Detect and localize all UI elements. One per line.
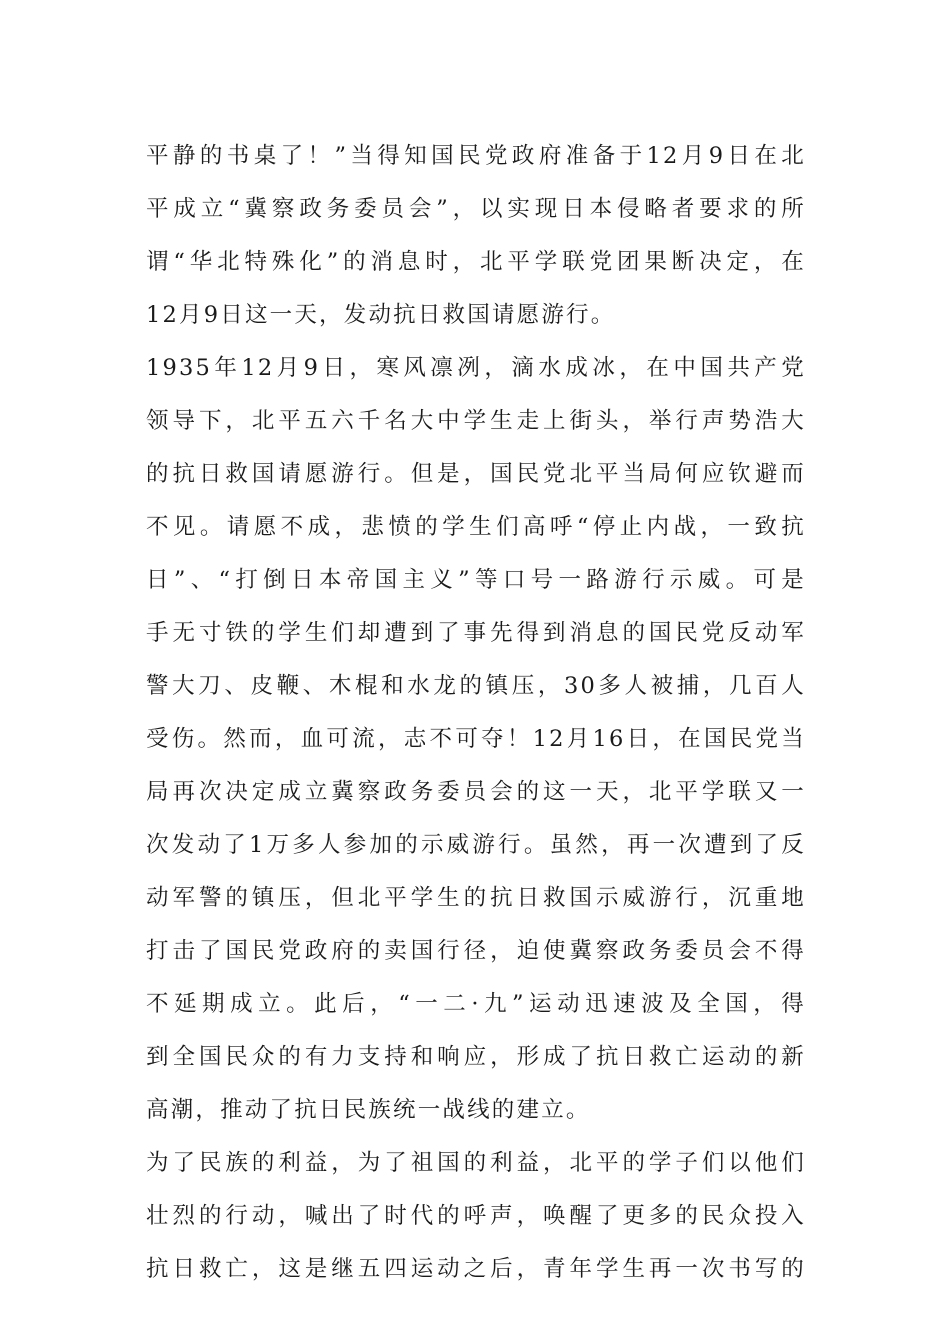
text-line: 高潮，推动了抗日民族统一战线的建立。 bbox=[146, 1097, 591, 1123]
text-line: 12月9日这一天，发动抗日救国请愿游行。 bbox=[146, 302, 616, 328]
text-line: 谓“华北特殊化”的消息时，北平学联党团果断决定，在 bbox=[146, 249, 806, 275]
text-line: 领导下，北平五六千名大中学生走上街头，举行声势浩大 bbox=[146, 408, 806, 434]
text-line: 平成立“冀察政务委员会”，以实现日本侵略者要求的所 bbox=[146, 196, 806, 222]
text-line: 次发动了1万多人参加的示威游行。虽然，再一次遭到了反 bbox=[146, 832, 806, 858]
text-line: 手无寸铁的学生们却遭到了事先得到消息的国民党反动军 bbox=[146, 620, 806, 646]
text-line: 日”、“打倒日本帝国主义”等口号一路游行示威。可是 bbox=[146, 567, 806, 593]
text-line: 警大刀、皮鞭、木棍和水龙的镇压，30多人被捕，几百人 bbox=[146, 673, 806, 699]
text-line: 不见。请愿不成，悲愤的学生们高呼“停止内战，一致抗 bbox=[146, 514, 806, 540]
text-line: 抗日救亡，这是继五四运动之后，青年学生再一次书写的 bbox=[146, 1256, 806, 1282]
text-line: 受伤。然而，血可流，志不可夺！12月16日，在国民党当 bbox=[146, 726, 806, 752]
text-line: 动军警的镇压，但北平学生的抗日救国示威游行，沉重地 bbox=[146, 885, 806, 911]
text-line: 到全国民众的有力支持和响应，形成了抗日救亡运动的新 bbox=[146, 1044, 806, 1070]
text-line: 不延期成立。此后，“一二·九”运动迅速波及全国，得 bbox=[146, 991, 806, 1017]
text-line: 1935年12月9日，寒风凛冽，滴水成冰，在中国共产党 bbox=[146, 355, 806, 381]
text-line: 的抗日救国请愿游行。但是，国民党北平当局何应钦避而 bbox=[146, 461, 806, 487]
text-line: 局再次决定成立冀察政务委员会的这一天，北平学联又一 bbox=[146, 779, 806, 805]
text-line: 为了民族的利益，为了祖国的利益，北平的学子们以他们 bbox=[146, 1150, 806, 1176]
text-line: 平静的书桌了！”当得知国民党政府准备于12月9日在北 bbox=[146, 143, 806, 169]
body-text bbox=[146, 130, 806, 1296]
text-line: 壮烈的行动，喊出了时代的呼声，唤醒了更多的民众投入 bbox=[146, 1203, 806, 1229]
text-line: 打击了国民党政府的卖国行径，迫使冀察政务委员会不得 bbox=[146, 938, 806, 964]
